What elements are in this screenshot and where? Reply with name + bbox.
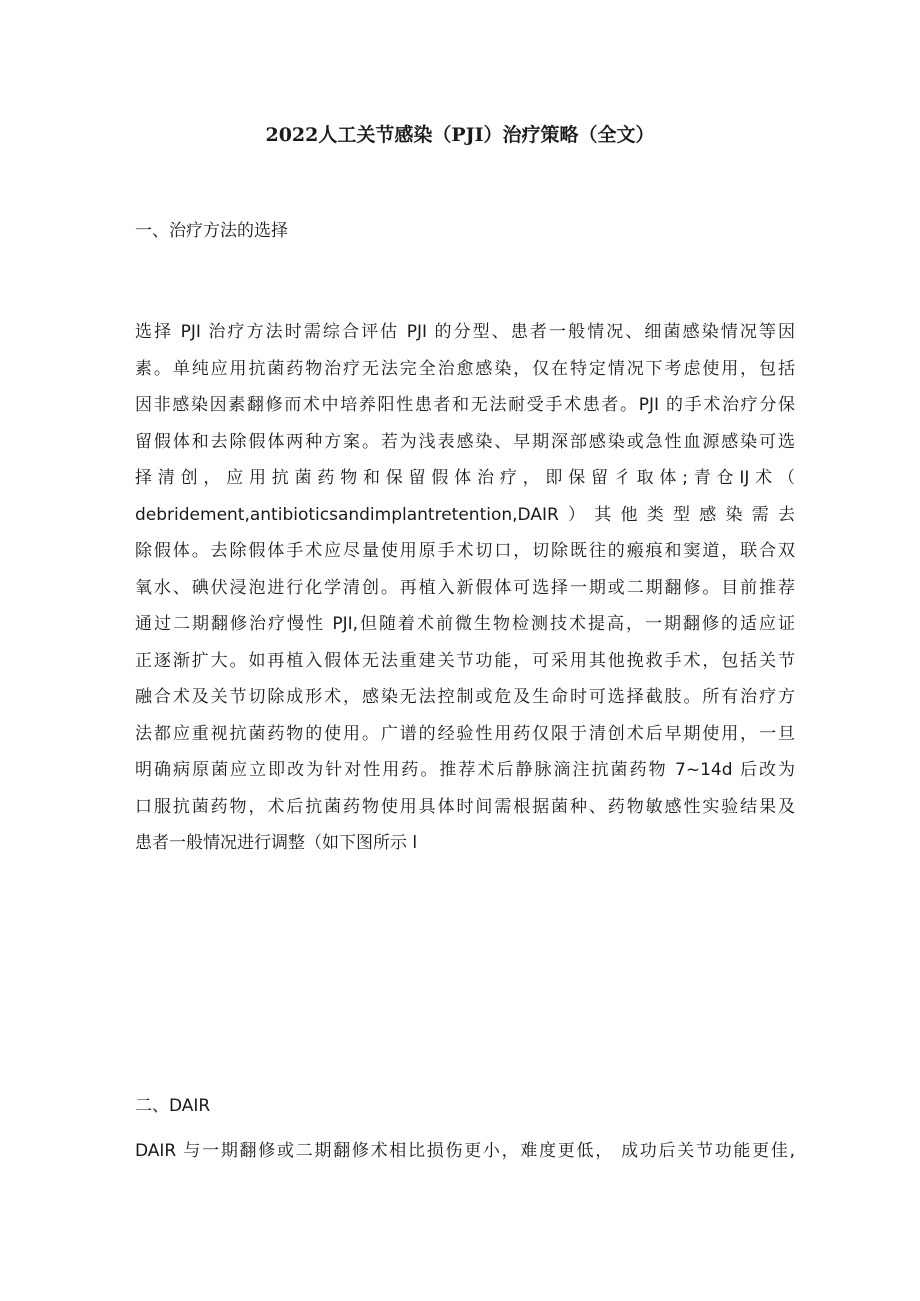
- paragraph-line: 通过二期翻修治疗慢性 PJI,但随着术前微生物检测技术提高，一期翻修的适应证: [135, 614, 795, 634]
- paragraph-line: 患者一般情况进行调整（如下图所示 l: [135, 833, 418, 853]
- paragraph-line: 明确病原菌应立即改为针对性用药。推荐术后静脉滴注抗菌药物 7~14d 后改为: [135, 760, 795, 780]
- paragraph-line: 融合术及关节切除成形术，感染无法控制或危及生命时可选择截肢。所有治疗方: [135, 687, 795, 707]
- paragraph-line: 口服抗菌药物，术后抗菌药物使用具体时间需根据菌种、药物敏感性实验结果及: [135, 796, 795, 817]
- paragraph-line: 氧水、碘伏浸泡进行化学清创。再植入新假体可选择一期或二期翻修。目前推荐: [135, 577, 795, 598]
- paragraph-line: 留假体和去除假体两种方案。若为浅表感染、早期深部感染或急性血源感染可选: [135, 431, 795, 452]
- paragraph-line: 选择 PJI 治疗方法时需综合评估 PJI 的分型、患者一般情况、细菌感染情况等因: [135, 322, 795, 342]
- section-heading-dair: 二、DAIR: [135, 1096, 211, 1116]
- section-paragraph-treatment-selection: [135, 314, 795, 862]
- section-heading-treatment-selection: 一、治疗方法的选择: [135, 221, 288, 241]
- section-paragraph-dair: [135, 1133, 795, 1170]
- paragraph-line: debridement,antibioticsandimplantretention,DAIR）其他类型感染需去: [135, 504, 795, 525]
- paragraph-line: 择清创，应用抗菌药物和保留假体治疗，即保留彳取体;青仓IJ术（: [135, 468, 795, 488]
- paragraph-line: 除假体。去除假体手术应尽量使用原手术切口，切除既往的瘢痕和窦道，联合双: [135, 541, 795, 561]
- paragraph-line: DAIR 与一期翻修或二期翻修术相比损伤更小，难度更低， 成功后关节功能更佳,: [135, 1141, 795, 1161]
- paragraph-line: 因非感染因素翻修而术中培养阳性患者和无法耐受手术患者。PJI 的手术治疗分保: [135, 395, 795, 415]
- paragraph-line: 素。单纯应用抗菌药物治疗无法完全治愈感染，仅在特定情况下考虑使用，包括: [135, 358, 795, 379]
- document-title: 2022人工关节感染（PJI）治疗策略（全文）: [265, 124, 655, 146]
- paragraph-line: 正逐渐扩大。如再植入假体无法重建关节功能，可采用其他挽救手术，包括关节: [135, 650, 795, 671]
- paragraph-line: 法都应重视抗菌药物的使用。广谱的经验性用药仅限于清创术后早期使用，一旦: [135, 723, 795, 744]
